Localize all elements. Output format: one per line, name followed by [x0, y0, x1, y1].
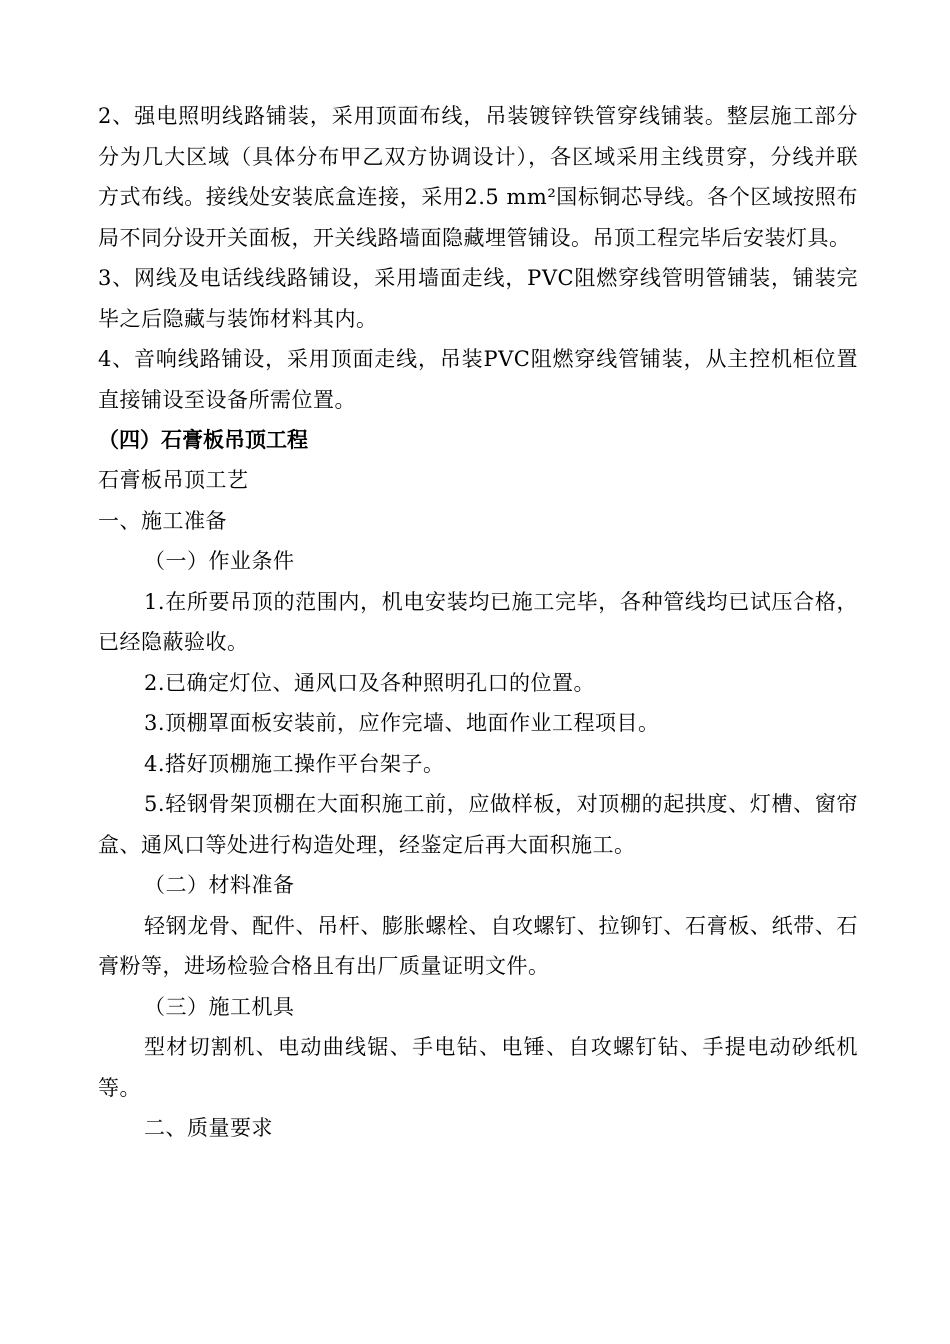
tools-text: 型材切割机、电动曲线锯、手电钻、电锤、自攻螺钉钻、手提电动砂纸机等。	[98, 1035, 858, 1100]
condition-item-3: 3.顶棚罩面板安装前，应作完墙、地面作业工程项目。	[144, 711, 660, 735]
paragraph-audio-wiring: 4、音响线路铺设，采用顶面走线，吊装PVC阻燃穿线管铺装，从主控机柜位置直接铺设至设备所需位置。	[98, 347, 858, 412]
part2-title-quality: 二、质量要求	[144, 1116, 273, 1140]
part1-title-preparation: 一、施工准备	[98, 508, 227, 533]
materials-text: 轻钢龙骨、配件、吊杆、膨胀螺栓、自攻螺钉、拉铆钉、石膏板、纸带、石膏粉等，进场检验合格且有出厂质量证明文件。	[98, 913, 858, 978]
condition-item-4: 4.搭好顶棚施工操作平台架子。	[144, 751, 445, 776]
sub2-title-materials: （二）材料准备	[144, 873, 295, 897]
condition-item-1: 1.在所要吊顶的范围内，机电安装均已施工完毕，各种管线均已试压合格，已经隐蔽验收。	[98, 589, 858, 654]
sub3-title-tools: （三）施工机具	[144, 994, 295, 1019]
paragraph-power-lighting-wiring: 2、强电照明线路铺装，采用顶面布线，吊装镀锌铁管穿线铺装。整层施工部分分为几大区域（具体分布甲乙双方协调设计），各区域采用主线贯穿，分线并联方式布线。接线处安装底盒连接，采用2.5 mm²国标铜芯导线。各个区域按照布局不同分设开关面板，开关线路墙面隐藏埋管铺设。吊顶工程完毕后安装灯具。	[98, 104, 858, 250]
condition-item-5: 5.轻钢骨架顶棚在大面积施工前，应做样板，对顶棚的起拱度、灯槽、窗帘盒、通风口等处进行构造处理，经鉴定后再大面积施工。	[98, 792, 858, 857]
condition-item-2: 2.已确定灯位、通风口及各种照明孔口的位置。	[144, 670, 596, 695]
sub1-title-work-conditions: （一）作业条件	[144, 549, 295, 573]
section-heading-gypsum-ceiling: （四）石膏板吊顶工程	[98, 428, 308, 452]
subtitle-gypsum-ceiling-process: 石膏板吊顶工艺	[98, 468, 249, 492]
document-body	[98, 96, 858, 1149]
paragraph-network-phone-wiring: 3、网线及电话线线路铺设，采用墙面走线，PVC阻燃穿线管明管铺装，铺装完毕之后隐藏与装饰材料其内。	[98, 266, 858, 331]
